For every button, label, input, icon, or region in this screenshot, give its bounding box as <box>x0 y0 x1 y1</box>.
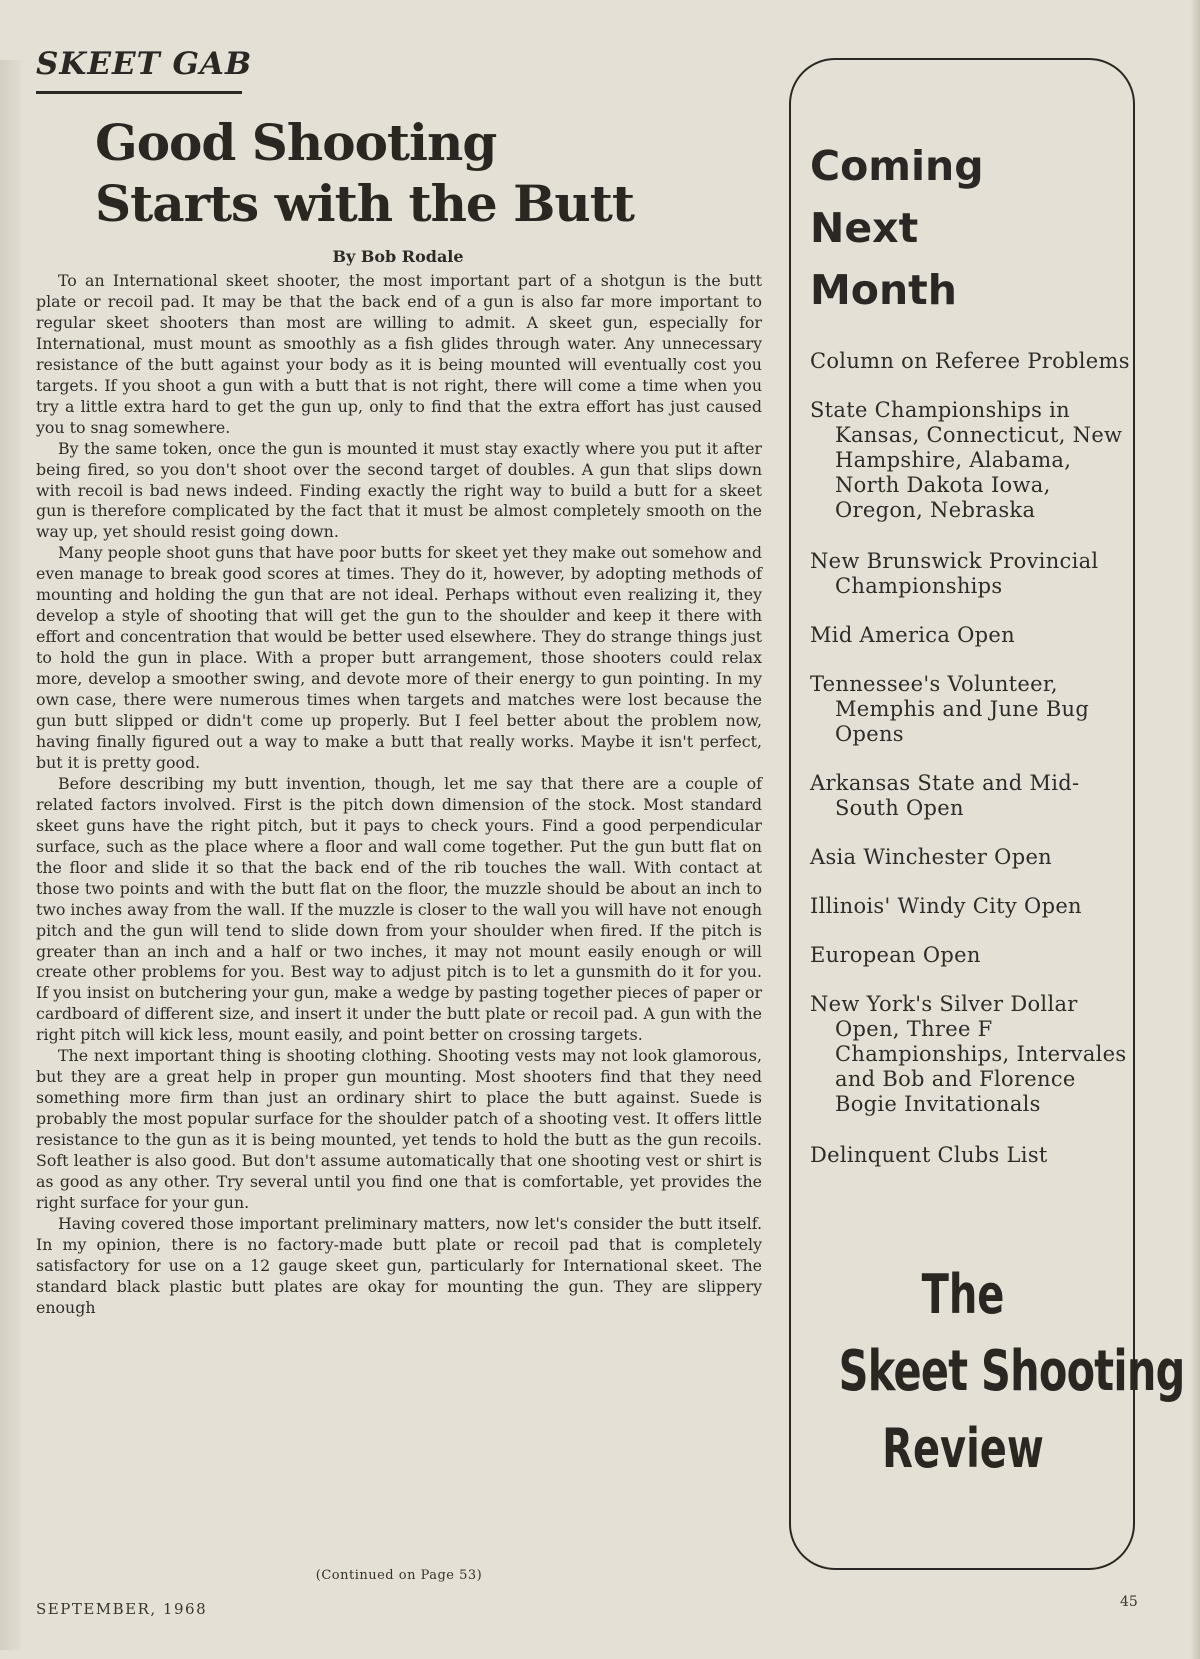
feature-item: Delinquent Clubs List <box>810 1143 1048 1167</box>
feature-item: Arkansas State and Mid-South Open <box>810 771 1080 820</box>
feature-item: Asia Winchester Open <box>810 845 1052 869</box>
feature-item: Column on Referee Problems <box>810 349 1130 373</box>
feature-item: New Brunswick Provincial Championships <box>810 549 1099 598</box>
section-kicker: SKEET GAB <box>36 46 253 82</box>
article-paragraph: Having covered those important preliminary matters, now let's consider the butt itself. In my opinion, there is no factory-made butt plate or recoil pad that is completely satisfactory for use on a 12 gauge skeet gun, particularly for International skeet. The standard black plastic butt plates are okay for mounting the gun. They are slippery enough <box>36 1213 762 1317</box>
feature-item: Illinois' Windy City Open <box>810 894 1082 918</box>
kicker-underline <box>36 91 242 94</box>
sidebar-heading-line: Coming <box>810 142 984 190</box>
upcoming-features-list <box>810 349 1130 1192</box>
feature-item: State Championships in Kansas, Connecticut, New Hampshire, Alabama, North Dakota Iowa, Oregon, Nebraska <box>810 398 1123 522</box>
facing-page-edge <box>0 60 22 1650</box>
article-title-line-1: Good Shooting <box>95 113 497 172</box>
article-paragraph: Before describing my butt invention, though, let me say that there are a couple of related factors involved. First is the pitch down dimension of the stock. Most standard skeet guns have the right pitch, but it pays to check yours. Find a good perpendicular surface, such as the place where a floor and wall come together. Put the gun butt flat on the floor and slide it so that the back end of the rib touches the wall. With contact at those two points and with the butt flat on the floor, the muzzle should be about an inch to two inches away from the wall. If the muzzle is closer to the wall you will have not enough pitch and the gun will tend to slide down from your shoulder when fired. If the pitch is greater than an inch and a half or two inches, it may not mount easily enough or will create other problems for you. Best way to adjust pitch is to let a gunsmith do it for you. If you insist on butchering your gun, make a wedge by pasting together pieces of paper or cardboard of different size, and insert it under the butt plate or recoil pad. A gun with the right pitch will kick less, mount easily, and point better on crossing targets. <box>36 773 762 1045</box>
page-edge-shadow <box>1190 0 1200 1659</box>
continued-note: (Continued on Page 53) <box>315 1568 483 1583</box>
feature-item: European Open <box>810 943 981 967</box>
feature-item: Tennessee's Volunteer, Memphis and June Bug Opens <box>810 672 1090 746</box>
masthead-line: Skeet Shooting <box>838 1339 1185 1404</box>
article-title-line-2: Starts with the Butt <box>95 174 634 233</box>
byline: By Bob Rodale <box>332 247 464 266</box>
article-paragraph: Many people shoot guns that have poor butts for skeet yet they make out somehow and even manage to break good scores at times. They do it, however, by adopting methods of mounting and holding the gun that are not ideal. Perhaps without even realizing it, they develop a style of shooting that will get the gun to the shoulder and keep it there with effort and concentration that would be better used elsewhere. They do strange things just to hold the gun in place. With a proper butt arrangement, those shooters could relax more, develop a smoother swing, and devote more of their energy to gun pointing. In my own case, there were numerous times when targets and matches were lost because the gun butt slipped or didn't come up properly. But I feel better about the problem now, having finally figured out a way to make a butt that really works. Maybe it isn't perfect, but it is pretty good. <box>36 543 762 772</box>
article-title <box>95 112 715 234</box>
feature-item: New York's Silver Dollar Open, Three F Championships, Intervales and Bob and Florence Bogie Invitationals <box>810 992 1127 1116</box>
sidebar-heading-line: Month <box>810 266 957 314</box>
magazine-masthead <box>795 1258 1185 1486</box>
article-paragraph: The next important thing is shooting clothing. Shooting vests may not look glamorous, but they are a great help in proper gun mounting. Most shooters find that they need something more firm than just an ordinary shirt to place the butt against. Suede is probably the most popular surface for the shoulder patch of a shooting vest. It offers little resistance to the gun as it is being mounted, yet tends to hold the butt as the gun recoils. Soft leather is also good. But don't assume automatically that one shooting vest or shirt is as good as any other. Try several until you find one that is comfortable, yet provides the right surface for your gun. <box>36 1046 762 1212</box>
page-number: 45 <box>1120 1594 1138 1610</box>
issue-date: SEPTEMBER, 1968 <box>36 1600 208 1618</box>
sidebar-heading-line: Next <box>810 204 919 252</box>
masthead-line: Review <box>882 1417 1044 1480</box>
article-body <box>36 271 762 1319</box>
masthead-line: The <box>921 1263 1005 1326</box>
sidebar-heading <box>810 135 1110 321</box>
feature-item: Mid America Open <box>810 623 1015 647</box>
article-paragraph: To an International skeet shooter, the most important part of a shotgun is the butt plate or recoil pad. It may be that the back end of a gun is also far more important to regular skeet shooters than most are willing to admit. A skeet gun, especially for International, must mount as smoothly as a fish glides through water. Any unnecessary resistance of the butt against your body as it is being mounted will eventually cost you targets. If you shoot a gun with a butt that is not right, there will come a time when you try a little extra hard to get the gun up, only to find that the extra effort has just caused you to snag somewhere. <box>36 271 762 437</box>
article-paragraph: By the same token, once the gun is mounted it must stay exactly where you put it after being fired, so you don't shoot over the second target of doubles. A gun that slips down with recoil is bad news indeed. Finding exactly the right way to build a butt for a skeet gun is therefore complicated by the fact that it must be almost completely smooth on the way up, yet should resist going down. <box>36 438 762 542</box>
